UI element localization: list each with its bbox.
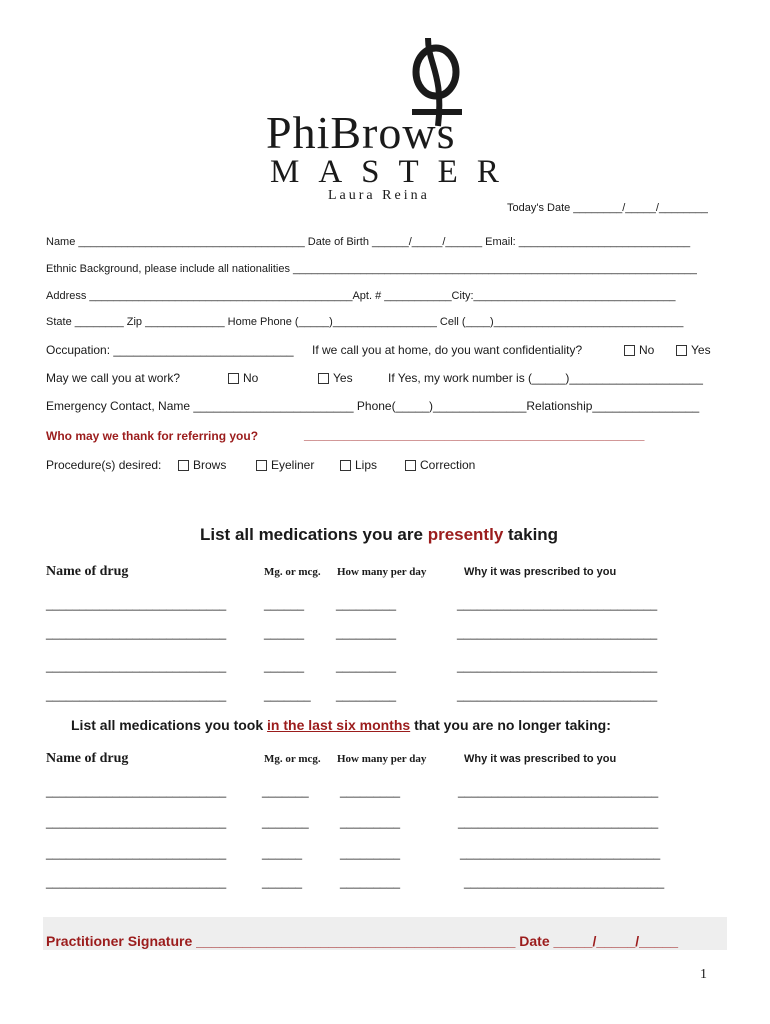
brand-subtitle: MASTER (270, 154, 518, 190)
med-name-blank[interactable]: ___________________________ (46, 846, 227, 860)
section2-title: List all medications you took in the last six months that you are no longer taking: (71, 717, 611, 733)
med-name-blank[interactable]: ___________________________ (46, 784, 227, 798)
section1-title: List all medications you are presently taking (200, 525, 559, 544)
name-dob-email-row[interactable]: Name _____________________________________ Date of Birth ______/_____/______ Email: ____________________________ (46, 236, 691, 248)
med-dose-blank[interactable]: ______ (264, 626, 305, 640)
med-why-blank[interactable]: ______________________________ (460, 846, 661, 860)
confidentiality-yes-checkbox[interactable]: Yes (676, 343, 711, 357)
practitioner-signature-field[interactable]: Practitioner Signature _________________________________________ Date _____/_____/_____ (46, 933, 679, 949)
med-per-day-blank[interactable]: _________ (336, 626, 397, 640)
med-name-blank[interactable]: ___________________________ (46, 688, 227, 702)
referral-question: Who may we thank for referring you? (46, 429, 259, 443)
checkbox-icon[interactable] (318, 373, 329, 384)
state-zip-phone-row[interactable]: State ________ Zip _____________ Home Phone (_____)_________________ Cell (____)_______________________________ (46, 316, 684, 328)
emergency-contact-row[interactable]: Emergency Contact, Name ________________________ Phone(_____)______________Relationship________________ (46, 399, 700, 413)
med-name-blank[interactable]: ___________________________ (46, 626, 227, 640)
work-call-question: May we call you at work? (46, 371, 181, 385)
col-name-of-drug: Name of drug (46, 564, 129, 579)
brand-tagline: Laura Reina (328, 188, 430, 203)
referral-field[interactable]: ___________________________________________________ (304, 428, 645, 442)
checkbox-icon[interactable] (676, 345, 687, 356)
med-name-blank[interactable]: ___________________________ (46, 875, 227, 889)
ethnic-background-row[interactable]: Ethnic Background, please include all nationalities __________________________________________________________________ (46, 263, 697, 275)
med-why-blank[interactable]: ______________________________ (458, 784, 659, 798)
med-dose-blank[interactable]: ______ (262, 875, 303, 889)
med-why-blank[interactable]: ______________________________ (457, 626, 658, 640)
checkbox-icon[interactable] (624, 345, 635, 356)
work-yes-checkbox[interactable]: Yes (318, 371, 353, 385)
col-dose: Mg. or mcg. (264, 753, 321, 765)
todays-date-field[interactable]: Today's Date ________/_____/________ (507, 202, 708, 214)
checkbox-icon[interactable] (256, 460, 267, 471)
med-per-day-blank[interactable]: _________ (340, 815, 401, 829)
confidentiality-question: If we call you at home, do you want confidentiality? (312, 343, 583, 357)
col-name-of-drug: Name of drug (46, 751, 129, 766)
address-row[interactable]: Address ___________________________________________Apt. # ___________City:_________________________________ (46, 290, 676, 302)
col-dose: Mg. or mcg. (264, 566, 321, 578)
checkbox-icon[interactable] (405, 460, 416, 471)
med-name-blank[interactable]: ___________________________ (46, 659, 227, 673)
med-name-blank[interactable]: ___________________________ (46, 815, 227, 829)
col-per-day: How many per day (337, 566, 427, 578)
med-dose-blank[interactable]: ______ (264, 597, 305, 611)
med-dose-blank[interactable]: ______ (264, 659, 305, 673)
checkbox-icon[interactable] (178, 460, 189, 471)
med-why-blank[interactable]: ______________________________ (457, 688, 658, 702)
work-no-checkbox[interactable]: No (228, 371, 258, 385)
med-dose-blank[interactable]: ______ (262, 846, 303, 860)
procedure-correction-checkbox[interactable]: Correction (405, 458, 475, 472)
col-why: Why it was prescribed to you (464, 566, 617, 578)
med-per-day-blank[interactable]: _________ (336, 659, 397, 673)
procedure-lips-checkbox[interactable]: Lips (340, 458, 377, 472)
med-per-day-blank[interactable]: _________ (336, 688, 397, 702)
med-why-blank[interactable]: ______________________________ (458, 815, 659, 829)
med-name-blank[interactable]: ___________________________ (46, 597, 227, 611)
procedures-label: Procedure(s) desired: (46, 458, 162, 472)
checkbox-icon[interactable] (228, 373, 239, 384)
work-number-field[interactable]: If Yes, my work number is (_____)____________________ (388, 371, 703, 385)
med-dose-blank[interactable]: _______ (264, 688, 311, 702)
checkbox-icon[interactable] (340, 460, 351, 471)
page-number: 1 (700, 967, 707, 982)
procedure-eyeliner-checkbox[interactable]: Eyeliner (256, 458, 314, 472)
procedure-brows-checkbox[interactable]: Brows (178, 458, 226, 472)
col-why: Why it was prescribed to you (464, 753, 617, 765)
brand-name: PhiBrows (266, 107, 456, 158)
med-why-blank[interactable]: ______________________________ (457, 597, 658, 611)
med-per-day-blank[interactable]: _________ (340, 784, 401, 798)
med-per-day-blank[interactable]: _________ (340, 846, 401, 860)
confidentiality-no-checkbox[interactable]: No (624, 343, 654, 357)
med-why-blank[interactable]: ______________________________ (464, 875, 665, 889)
col-per-day: How many per day (337, 753, 427, 765)
med-why-blank[interactable]: ______________________________ (457, 659, 658, 673)
occupation-field[interactable]: Occupation: ___________________________ (46, 343, 294, 357)
med-per-day-blank[interactable]: _________ (340, 875, 401, 889)
med-dose-blank[interactable]: _______ (262, 784, 309, 798)
med-per-day-blank[interactable]: _________ (336, 597, 397, 611)
med-dose-blank[interactable]: _______ (262, 815, 309, 829)
